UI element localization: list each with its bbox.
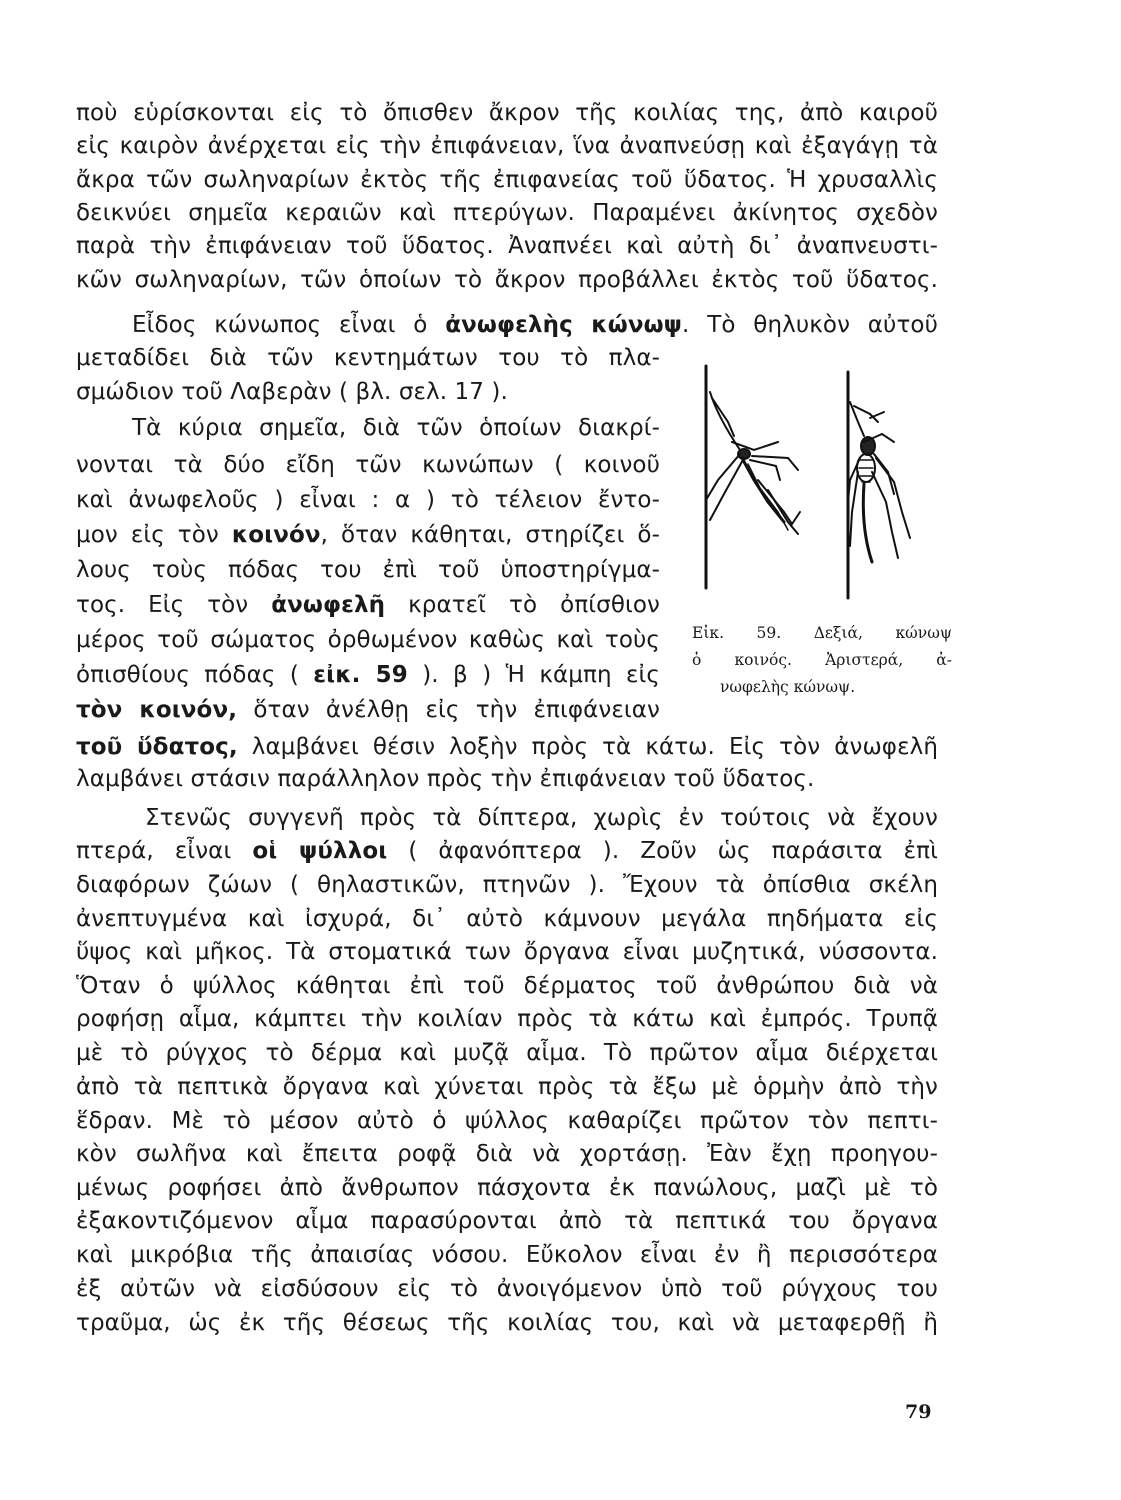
text-line: τος. Εἰς τὸν ἀνωφελῆ κρατεῖ τὸ ὀπίσθιον: [76, 592, 660, 618]
text-line: τραῦμα, ὡς ἐκ τῆς θέσεως τῆς κοιλίας του, καὶ νὰ μεταφερθῇ ἢ: [76, 1310, 938, 1336]
text-line: μον εἰς τὸν κοινόν, ὅταν κάθηται, στηρίζει ὅ-: [76, 522, 660, 548]
text-line: ποὺ εὑρίσκονται εἰς τὸ ὄπισθεν ἄκρον τῆς κοιλίας της, ἀπὸ καιροῦ: [76, 100, 938, 126]
text-line: ὕψος καὶ μῆκος. Τὰ στοματικά των ὄργανα εἶναι μυζητικά, νύσσοντα.: [76, 939, 938, 965]
text-line: καὶ ἀνωφελοῦς ) εἶναι : α ) τὸ τέλειον ἔντο-: [76, 487, 660, 513]
text-line: Ὅταν ὁ ψύλλος κάθηται ἐπὶ τοῦ δέρματος τοῦ ἀνθρώπου διὰ νὰ: [76, 973, 938, 999]
caption-line: ὁ κοινός. Ἀριστερά, ἀ-: [692, 651, 952, 669]
text-line: Εἶδος κώνωπος εἶναι ὁ ἀνωφελὴς κώνωψ. Τὸ θηλυκὸν αὐτοῦ: [132, 312, 938, 338]
text-line: Τὰ κύρια σημεῖα, διὰ τῶν ὁποίων διακρί-: [132, 415, 660, 441]
text-line: ἀνεπτυγμένα καὶ ἰσχυρά, δι᾽ αὐτὸ κάμνουν μεγάλα πηδήματα εἰς: [76, 906, 938, 932]
text-line: ἄκρα τῶν σωληναρίων ἐκτὸς τῆς ἐπιφανείας τοῦ ὕδατος. Ἡ χρυσαλλὶς: [76, 167, 938, 193]
text-line: ἕδραν. Μὲ τὸ μέσον αὐτὸ ὁ ψύλλος καθαρίζει πρῶτον τὸν πεπτι-: [76, 1108, 938, 1134]
text-line: ἐξακοντιζόμενον αἷμα παρασύρονται ἀπὸ τὰ πεπτικά του ὄργανα: [76, 1208, 938, 1234]
text-line: ὀπισθίους πόδας ( εἰκ. 59 ). β ) Ἡ κάμπη εἰς: [76, 662, 661, 688]
text-line: δεικνύει σημεῖα κεραιῶν καὶ πτερύγων. Παραμένει ἀκίνητος σχεδὸν: [76, 200, 938, 226]
text-line: τοῦ ὕδατος, λαμβάνει θέσιν λοξὴν πρὸς τὰ κάτω. Εἰς τὸν ἀνωφελῆ: [76, 734, 938, 760]
text-line: ἀπὸ τὰ πεπτικὰ ὄργανα καὶ χύνεται πρὸς τὰ ἔξω μὲ ὁρμὴν ἀπὸ τὴν: [76, 1074, 938, 1100]
mosquito-illustration: [688, 362, 946, 612]
caption-line: νωφελὴς κώνωψ.: [720, 678, 856, 696]
text-line: λαμβάνει στάσιν παράλληλον πρὸς τὴν ἐπιφάνειαν τοῦ ὕδατος.: [76, 766, 815, 792]
text-line: νονται τὰ δύο εἴδη τῶν κωνώπων ( κοινοῦ: [76, 452, 660, 478]
text-line: Στενῶς συγγενῆ πρὸς τὰ δίπτερα, χωρὶς ἐν τούτοις νὰ ἔχουν: [145, 805, 938, 831]
text-line: πτερά, εἶναι οἱ ψύλλοι ( ἀφανόπτερα ). Ζοῦν ὡς παράσιτα ἐπὶ: [76, 838, 938, 864]
text-line: κῶν σωληναρίων, τῶν ὁποίων τὸ ἄκρον προβάλλει ἐκτὸς τοῦ ὕδατος.: [76, 267, 938, 293]
text-line: λους τοὺς πόδας του ἐπὶ τοῦ ὑποστηρίγμα-: [76, 557, 660, 583]
text-line: μὲ τὸ ρύγχος τὸ δέρμα καὶ μυζᾷ αἷμα. Τὸ πρῶτον αἷμα διέρχεται: [76, 1040, 938, 1066]
page-number: 79: [905, 1401, 932, 1423]
text-line: παρὰ τὴν ἐπιφάνειαν τοῦ ὕδατος. Ἀναπνέει καὶ αὐτὴ δι᾽ ἀναπνευστι-: [76, 233, 938, 259]
text-line: τὸν κοινόν, ὅταν ἀνέλθῃ εἰς τὴν ἐπιφάνειαν: [76, 697, 660, 723]
text-line: μεταδίδει διὰ τῶν κεντημάτων του τὸ πλα-: [76, 345, 660, 371]
text-line: κὸν σωλῆνα καὶ ἔπειτα ροφᾷ διὰ νὰ χορτάσῃ. Ἐὰν ἔχῃ προηγου-: [76, 1141, 938, 1167]
text-line: ροφήσῃ αἷμα, κάμπτει τὴν κοιλίαν πρὸς τὰ κάτω καὶ ἐμπρός. Τρυπᾷ: [76, 1006, 938, 1032]
text-line: ἐξ αὐτῶν νὰ εἰσδύσουν εἰς τὸ ἀνοιγόμενον ὑπὸ τοῦ ρύγχους του: [76, 1276, 938, 1302]
text-line: εἰς καιρὸν ἀνέρχεται εἰς τὴν ἐπιφάνειαν, ἵνα ἀναπνεύσῃ καὶ ἐξαγάγῃ τὰ: [76, 133, 938, 159]
text-line: διαφόρων ζώων ( θηλαστικῶν, πτηνῶν ). Ἔχουν τὰ ὀπίσθια σκέλη: [76, 872, 938, 898]
text-line: καὶ μικρόβια τῆς ἀπαισίας νόσου. Εὔκολον εἶναι ἐν ἢ περισσότερα: [76, 1242, 938, 1268]
text-line: σμώδιον τοῦ Λαβερὰν ( βλ. σελ. 17 ).: [76, 379, 508, 405]
text-line: μένως ροφήσει ἀπὸ ἄνθρωπον πάσχοντα ἐκ πανώλους, μαζὶ μὲ τὸ: [76, 1175, 938, 1201]
text-line: μέρος τοῦ σώματος ὀρθωμένον καθὼς καὶ τοὺς: [76, 627, 660, 653]
caption-line: Εἰκ. 59. Δεξιά, κώνωψ: [692, 624, 952, 642]
figure-caption: [692, 620, 952, 701]
